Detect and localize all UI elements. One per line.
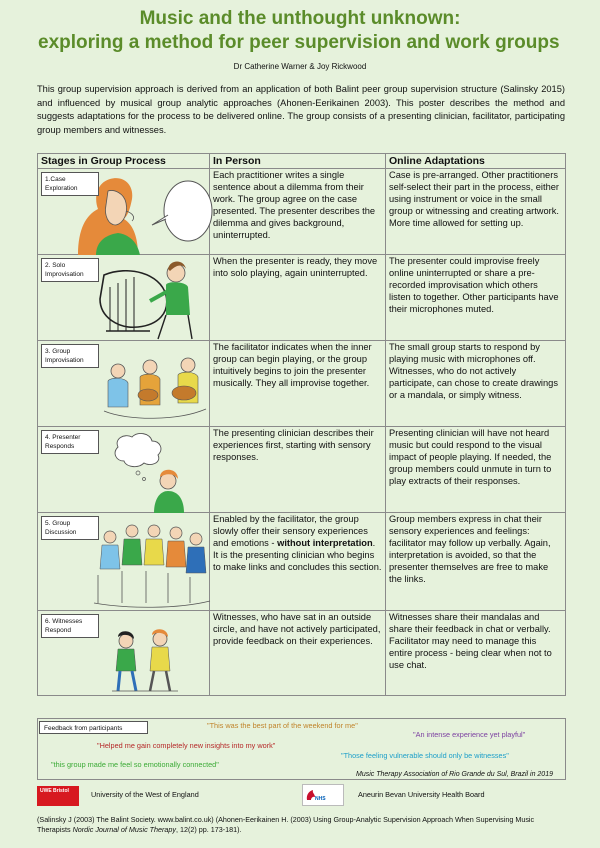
- stage-cell: [38, 427, 210, 513]
- stage-cell: [38, 611, 210, 696]
- poster-subtitle: exploring a method for peer supervision and work groups: [38, 32, 560, 53]
- feedback-credit: Music Therapy Association of Rio Grande du Sul, Brazil in 2019: [355, 771, 553, 778]
- feedback-quote: "this group made me feel so emotionally connected": [51, 760, 219, 769]
- header-in-person: In Person: [210, 154, 386, 169]
- in-person-text-b: . It is the presenting clinician who begins to make links and concludes this section.: [213, 538, 382, 572]
- online-cell: Group members express in chat their sensory experiences and feelings: facilitator may follow up verbally. Again, interpretation is avoided, so that the presenter themselves are free to make the links.: [386, 513, 566, 611]
- header-stages: Stages in Group Process: [38, 154, 210, 169]
- online-cell: The small group starts to respond by playing music with microphones off. Witnesses, who do not actively participate, can chose to create drawings or a mandala, or simply witness.: [386, 341, 566, 427]
- stage-cell: [38, 341, 210, 427]
- feedback-label: Feedback from participants: [39, 721, 148, 734]
- in-person-cell: [210, 513, 386, 611]
- in-person-cell: Witnesses, who have sat in an outside circle, and have not actively participated, provide feedback on their experiences.: [210, 611, 386, 696]
- feedback-quote: "Helped me gain completely new insights into my work": [97, 741, 276, 750]
- references-part2: , 12(2) pp. 173-181).: [176, 825, 242, 834]
- in-person-cell: The facilitator indicates when the inner group can begin playing, or the group intuitively begins to join the presenter musically. They all improvise together.: [210, 341, 386, 427]
- online-cell: Presenting clinician will have not heard music but could respond to the visual impact of people playing. If needed, the group members could unmute in turn to play extracts of their responses.: [386, 427, 566, 513]
- table-header-row: [38, 154, 566, 169]
- feedback-panel: [37, 718, 566, 780]
- intro-paragraph: This group supervision approach is derived from an application of both Balint peer group supervision structure (Salinsky 2015) and influenced by musical group analytic approaches (Ahonen-Eerikainen 2003). This poster describes the method and suggests adaptations for the process to be delivered online. The group consists of a presenting clinician, facilitator, participating group members and witnesses.: [37, 84, 565, 135]
- references-journal: Nordic Journal of Music Therapy: [72, 825, 177, 834]
- nhs-logo: [302, 784, 344, 806]
- table-row: [38, 427, 566, 513]
- in-person-cell: The presenting clinician describes their experiences first, starting with sensory responses.: [210, 427, 386, 513]
- references-part1: (Salinsky J (2003) The Balint Society. www.balint.co.uk) (Ahonen-Eerikainen H. (2003) Using Group-Analytic Supervision Approach When Supervising Music Therapists: [37, 815, 535, 834]
- in-person-text-a: Enabled by the facilitator, the group slowly offer their sensory experiences and emotions -: [213, 514, 368, 548]
- stage-label: 1.Case Exploration: [41, 172, 99, 196]
- table-row: [38, 513, 566, 611]
- online-cell: Case is pre-arranged. Other practitioners self-select their part in the process, either using instrument or voice in the small group or witnessing and creating artwork. More time allowed for setting up.: [386, 169, 566, 255]
- stage-label: 5. Group Discussion: [41, 516, 99, 540]
- in-person-cell: When the presenter is ready, they move into solo playing, again uninterrupted.: [210, 255, 386, 341]
- stage-cell: [38, 255, 210, 341]
- header-online: Online Adaptations: [386, 154, 566, 169]
- stage-label: 4. Presenter Responds: [41, 430, 99, 454]
- poster-title: Music and the unthought unknown:: [139, 8, 461, 29]
- uwe-logo: UWE Bristol: [37, 786, 79, 806]
- table-row: [38, 255, 566, 341]
- references: [37, 815, 567, 835]
- nhs-logo-text: NHS: [315, 796, 326, 802]
- in-person-cell: Each practitioner writes a single sentence about a dilemma from their work. The group agree on the case presented. The presenter describes the dilemma and gives background, uninterrupted.: [210, 169, 386, 255]
- health-board-name: Aneurin Bevan University Health Board: [358, 790, 485, 799]
- feedback-quote: "An intense experience yet playful": [413, 730, 526, 739]
- stage-label: 3. Group Improvisation: [41, 344, 99, 368]
- table-row: [38, 169, 566, 255]
- logo-bar: [37, 784, 566, 806]
- online-cell: The presenter could improvise freely online uninterrupted or share a pre-recorded improvisation which others listen to together. Other participants have their microphones muted.: [386, 255, 566, 341]
- in-person-emphasis: without interpretation: [277, 538, 373, 548]
- stage-label: 6. Witnesses Respond: [41, 614, 99, 638]
- online-cell: Witnesses share their mandalas and share their feedback in chat or verbally. Facilitator may need to manage this entire process - being clear when not to use chat.: [386, 611, 566, 696]
- feedback-quote: "This was the best part of the weekend for me": [207, 721, 358, 730]
- stage-label: 2. Solo Improvisation: [41, 258, 99, 282]
- feedback-quote: "Those feeling vulnerable should only be witnesses": [341, 751, 509, 760]
- table-row: [38, 341, 566, 427]
- stage-cell: [38, 513, 210, 611]
- stage-cell: [38, 169, 210, 255]
- stages-table: [37, 153, 566, 696]
- uwe-name: University of the West of England: [91, 790, 199, 799]
- authors: Dr Catherine Warner & Joy Rickwood: [233, 62, 367, 71]
- table-row: [38, 611, 566, 696]
